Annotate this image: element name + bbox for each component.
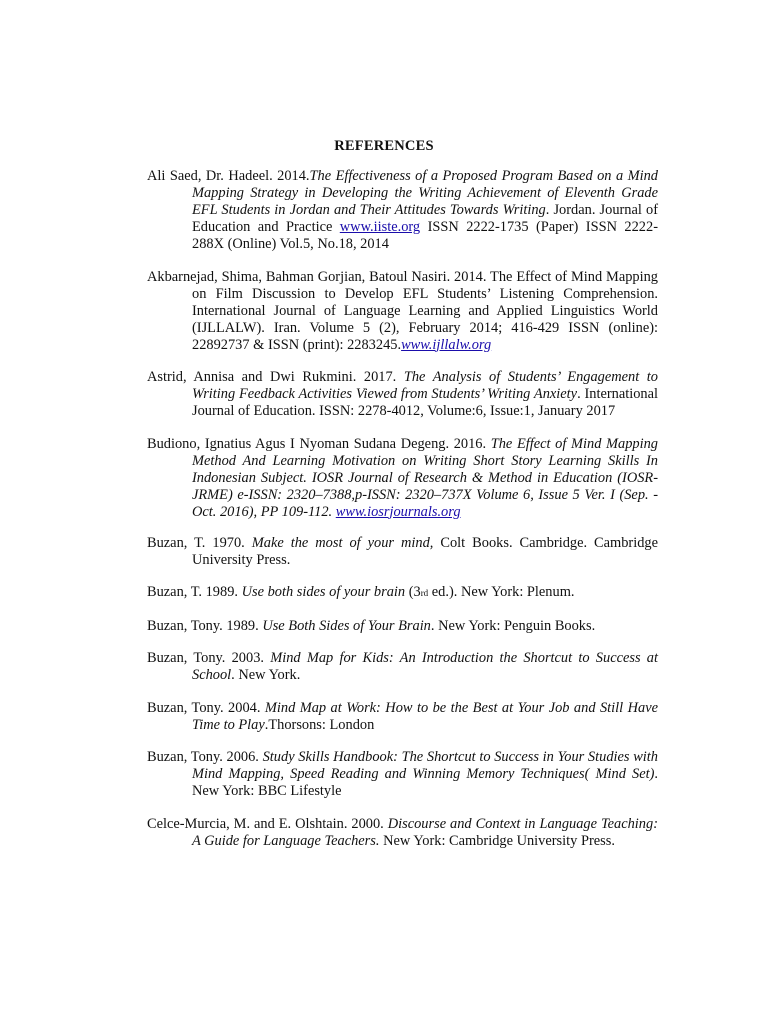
reference-text: Astrid, Annisa and Dwi Rukmini. 2017.	[147, 369, 404, 385]
reference-text: Ali Saed, Dr. Hadeel. 2014.	[147, 168, 310, 184]
reference-text: Buzan, Tony. 1989.	[147, 617, 263, 634]
reference-title: The Effectiveness of a Proposed Program Based on a Mind Mapping Strategy in Developing the Writing Achievement of Eleventh Grade EFL Students in Jordan and Their Attitudes Towards Writing	[192, 168, 658, 218]
reference-text: Akbarnejad, Shima, Bahman Gorjian, Batoul Nasiri. 2014. The Effect of Mind Mapping on Film Discussion to Develop EFL Students’ Listening Comprehension. International Journal of Language Learning and Applied Linguistics World (IJLLALW). Iran. Volume 5 (2), February 2014; 416-429 ISSN (online): 22892737 & ISSN (print): 2283245.	[147, 268, 658, 353]
reference-entry	[147, 436, 658, 521]
superscript: rd	[420, 588, 429, 598]
reference-text: (3	[405, 584, 421, 600]
reference-entry	[147, 650, 658, 684]
reference-text: . New York: Penguin Books.	[430, 617, 596, 634]
reference-entry	[147, 816, 658, 850]
reference-link[interactable]: www.iiste.org	[339, 219, 421, 235]
reference-text: New York: Cambridge University Press.	[379, 832, 615, 849]
reference-entry	[147, 618, 658, 635]
reference-title: Make the most of your mind,	[251, 534, 434, 551]
reference-text: Budiono, Ignatius Agus I Nyoman Sudana Degeng. 2016.	[147, 435, 491, 452]
reference-title: Use both sides of your brain	[241, 584, 406, 600]
reference-text: . New York: BBC Lifestyle	[192, 766, 658, 799]
reference-title: Discourse and Context in Language Teaching: A Guide for Language Teachers.	[192, 815, 658, 849]
reference-title: The Analysis of Students’ Engagement to Writing Feedback Activities Viewed from Students’ Writing Anxiety	[192, 369, 658, 402]
reference-text: Buzan, Tony. 2004.	[147, 699, 265, 716]
reference-title: Use Both Sides of Your Brain	[262, 617, 431, 634]
reference-link[interactable]: www.ijllalw.org	[401, 336, 492, 353]
reference-text: Buzan, T. 1970.	[147, 534, 252, 551]
reference-entry	[147, 369, 658, 420]
reference-text: ISSN 2222-1735 (Paper) ISSN 2222-288X (Online) Vol.5, No.18, 2014	[192, 219, 658, 252]
reference-list	[147, 168, 658, 865]
reference-text: . New York.	[231, 667, 301, 683]
reference-title: Mind Map for Kids: An Introduction the Shortcut to Success at School	[192, 650, 658, 683]
reference-text: Colt Books. Cambridge. Cambridge University Press.	[192, 534, 658, 568]
reference-entry	[147, 584, 658, 602]
reference-title: The Effect of Mind Mapping Method And Learning Motivation on Writing Short Story Learning Skills In Indonesian Subject. IOSR Journal of Research & Method in Education (IOSR-JRME) e-ISSN: 2320–7388,p-ISSN: 2320–737X Volume 6, Issue 5 Ver. I (Sep. - Oct. 2016), PP 109-112.	[192, 435, 658, 520]
reference-entry	[147, 749, 658, 800]
reference-entry	[147, 535, 658, 569]
reference-entry	[147, 168, 658, 253]
reference-text: ed.). New York: Plenum.	[428, 584, 575, 600]
reference-text: .Thorsons: London	[264, 716, 375, 733]
reference-text: . International Journal of Education. ISSN: 2278-4012, Volume:6, Issue:1, January 2017	[192, 386, 658, 419]
reference-link[interactable]: www.iosrjournals.org	[335, 503, 461, 520]
reference-text: . Jordan. Journal of Education and Practice	[192, 202, 658, 235]
reference-text: Buzan, T. 1989.	[147, 584, 242, 600]
reference-title: Study Skills Handbook: The Shortcut to Success in Your Studies with Mind Mapping, Speed Reading and Winning Memory Techniques( Mind Set)	[192, 749, 658, 782]
reference-entry	[147, 700, 658, 734]
reference-entry	[147, 269, 658, 354]
page-title: REFERENCES	[334, 138, 434, 154]
reference-title: Mind Map at Work: How to be the Best at Your Job and Still Have Time to Play	[192, 699, 658, 733]
reference-text: Celce-Murcia, M. and E. Olshtain. 2000.	[147, 815, 388, 832]
reference-text: Buzan, Tony. 2006.	[147, 749, 263, 765]
reference-text: Buzan, Tony. 2003.	[147, 650, 271, 666]
